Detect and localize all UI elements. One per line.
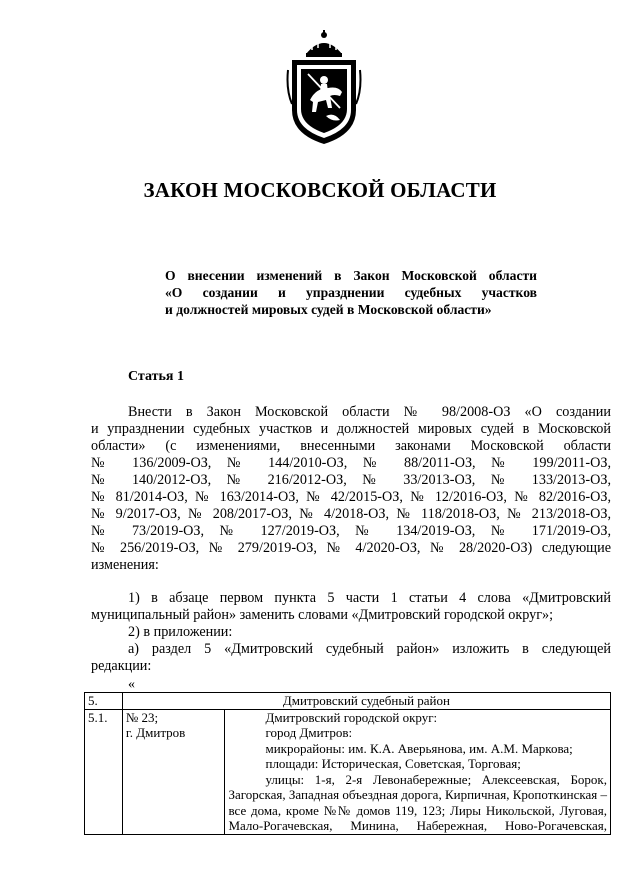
plot-number: № 23; [125,709,159,725]
article-heading: Статья 1 [128,369,184,384]
law-subject [165,267,537,318]
desc-line: все дома, кроме №№ домов 119, 123; Лиры Никольской, Луговая, [228,802,607,818]
intro-line: № 73/2019-ОЗ, № 127/2019-ОЗ, № 134/2019-ОЗ, № 171/2019-ОЗ, [91,523,611,539]
desc-line: микрорайоны: им. К.А. Аверьянова, им. А.М. Маркова; [265,740,573,756]
intro-line: области» (с изменениями, внесенными законами Московской области [91,438,611,454]
intro-line: № 136/2009-ОЗ, № 144/2010-ОЗ, № 88/2011-ОЗ, № 199/2011-ОЗ, [91,455,611,471]
law-title: ЗАКОН МОСКОВСКОЙ ОБЛАСТИ [143,178,497,202]
section-title: Дмитровский судебный район [122,693,610,710]
desc-line: Дмитровский городской округ: [265,709,438,725]
desc-line: улицы: 1-я, 2-я Левонабережные; Алексеевская, Борок, [265,771,607,787]
open-quote: « [128,677,135,692]
desc-line: Загорская, Западная объездная дорога, Кирпичная, Кропоткинская – [228,787,607,802]
table-row [85,709,611,834]
subject-line: и должностей мировых судей в Московской области» [165,302,492,317]
item-a-line: а) раздел 5 «Дмитровский судебный район» изложить в следующей [128,641,611,657]
plot-cell [122,709,225,834]
intro-line: № 140/2012-ОЗ, № 216/2012-ОЗ, № 33/2013-ОЗ, № 133/2013-ОЗ, [91,472,611,488]
subject-line: «О создании и упразднении судебных участков [165,285,537,300]
subject-line: О внесении изменений в Закон Московской области [165,268,537,283]
desc-line: площади: Историческая, Советская, Торговая; [265,756,521,771]
section-number: 5. [85,693,123,710]
table-row [85,693,611,710]
article-body [91,404,611,675]
row-number: 5.1. [85,709,123,834]
item-1-line: 1) в абзаце первом пункта 5 части 1 статьи 4 слова «Дмитровский [128,590,611,606]
plot-description [225,709,611,834]
desc-line: город Дмитров: [265,725,353,740]
plot-city: г. Дмитров [125,725,186,740]
moscow-oblast-coat-of-arms-icon [286,30,362,146]
intro-line: изменения: [91,557,159,573]
item-1-line: муниципальный район» заменить словами «Дмитровский городской округ»; [91,607,554,623]
court-district-table [84,692,611,835]
desc-line: Мало-Рогачевская, Минина, Набережная, Ново-Рогачевская, [228,818,607,833]
intro-line: и упразднении судебных участков и должностей мировых судей в Московской [91,421,611,437]
item-2: 2) в приложении: [128,624,233,640]
intro-line: № 256/2019-ОЗ, № 279/2019-ОЗ, № 4/2020-ОЗ, № 28/2020-ОЗ) следующие [91,540,611,556]
intro-line: № 9/2017-ОЗ, № 208/2017-ОЗ, № 4/2018-ОЗ, № 118/2018-ОЗ, № 213/2018-ОЗ, [91,506,611,522]
intro-line: № 81/2014-ОЗ, № 163/2014-ОЗ, № 42/2015-ОЗ, № 12/2016-ОЗ, № 82/2016-ОЗ, [91,489,611,505]
item-a-line: редакции: [91,658,152,674]
intro-line: Внести в Закон Московской области № 98/2008-ОЗ «О создании [128,404,611,420]
